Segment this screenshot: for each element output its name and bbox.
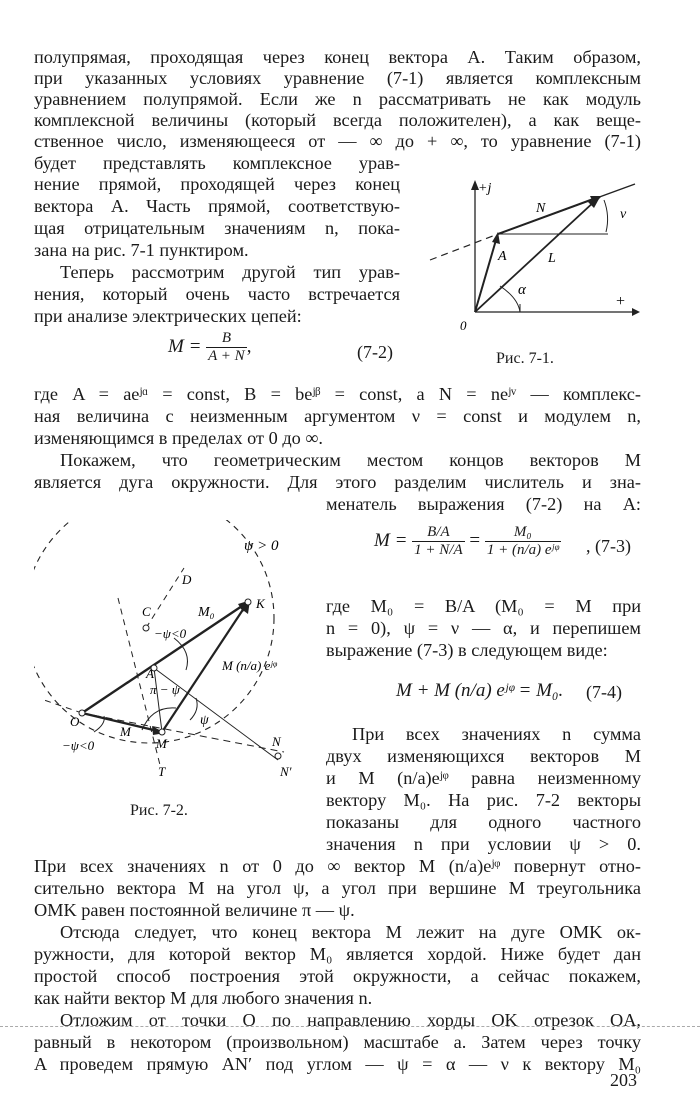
eq-tail: , <box>246 335 252 357</box>
equation-7-4: M + M (n/a) eʲᵠ = M₀. <box>396 680 564 701</box>
equation-7-3 <box>374 524 561 559</box>
eq-fraction <box>485 524 561 559</box>
text-line: При всех значениях n сумма <box>352 724 641 744</box>
text-line: двух изменяющихся векторов M <box>326 746 641 766</box>
label-k: K <box>256 596 265 611</box>
figure-caption: Рис. 7-2. <box>130 802 188 819</box>
text-line: Отсюда следует, что конец вектора M лежит на дуге OMK ок- <box>60 922 641 942</box>
label-c: C <box>142 604 151 619</box>
label-m0: M₀ <box>198 605 215 620</box>
label-n: N <box>272 734 281 749</box>
point-c <box>143 625 149 631</box>
label-d: D <box>182 572 192 587</box>
eq-numerator: B/A <box>412 524 464 542</box>
text-line: n = 0), ψ = ν — α, и перепишем <box>326 618 641 638</box>
label-n: N <box>536 201 546 216</box>
text-line: нения, который очень часто встречается <box>34 284 400 304</box>
vector-n <box>498 198 596 234</box>
text-line: комплексной величины (который всегда положителен), а как веще- <box>34 110 641 130</box>
label-j: +j <box>478 181 492 196</box>
alpha-arc <box>500 286 520 312</box>
figure-7-2 <box>34 520 324 805</box>
text-line: изменяющимся в пределах от 0 до ∞. <box>34 428 323 448</box>
text-line: является дуга окружности. Для этого разделим числитель и зна- <box>34 472 641 492</box>
page-number: 203 <box>610 1070 637 1090</box>
vector-l <box>475 200 596 312</box>
text-line: При всех значениях n от 0 до ∞ вектор M (n/a)eʲᵠ повернут отно- <box>34 856 641 876</box>
label-nprime: N′ <box>280 764 292 779</box>
eq-denominator: 1 + (n/a) eʲᵠ <box>486 542 559 558</box>
label-a: A <box>146 666 154 681</box>
text-line: менатель выражения (7-2) на A: <box>326 494 641 514</box>
label-plus: + <box>616 293 626 310</box>
scan-artifact-rule <box>0 1026 700 1027</box>
point-o <box>79 710 85 716</box>
text-line: ная величина с неизменным аргументом ν = const и модулем n, <box>34 406 641 426</box>
text-line: уравнением полупрямой. Если же n рассматривать не как модуль <box>34 89 641 109</box>
text-line: полупрямая, проходящая через конец вектора A. Таким образом, <box>34 47 641 67</box>
line-am <box>154 668 162 732</box>
psi-small-arc <box>190 698 197 720</box>
label-o: O <box>70 714 80 729</box>
text-line: ружности, для которой вектор M₀ является хордой. Ниже будет дан <box>34 944 641 964</box>
eq-lhs: M = <box>374 529 408 551</box>
label-alpha: α <box>518 282 526 298</box>
label-l: L <box>548 251 556 266</box>
text-line: равный в некотором (произвольном) масштабе a. Затем через точку <box>34 1032 641 1052</box>
point-k <box>245 599 251 605</box>
text-line: будет представлять комплексное урав- <box>34 153 400 173</box>
label-pi-psi: π − ψ <box>150 682 180 697</box>
equation-7-2 <box>168 330 251 365</box>
line-dashed <box>430 234 498 260</box>
text-line: сительно вектора M на угол ψ, а угол при вершине M треугольника <box>34 878 641 898</box>
equation-number: (7-2) <box>357 342 393 362</box>
equation-number: (7-4) <box>586 682 622 702</box>
eq-equals: = <box>469 529 481 551</box>
eq-numerator: M₀ <box>485 524 561 542</box>
label-m-small: M <box>120 724 131 739</box>
label-neg-psi-bottom: −ψ<0 <box>62 738 95 753</box>
label-psi-pos: ψ > 0 <box>244 538 279 554</box>
label-neg-psi: −ψ<0 <box>154 626 187 641</box>
label-a: A <box>498 249 507 264</box>
text-line: вектора A. Часть прямой, соответствую- <box>34 196 400 216</box>
label-psi: ψ <box>200 713 209 728</box>
text-line: при анализе электрических цепей: <box>34 306 302 326</box>
label-m: M <box>156 736 167 751</box>
text-line: Покажем, что геометрическим местом концов векторов M <box>60 450 641 470</box>
text-line: и M (n/a)eʲᵠ равна неизменному <box>326 768 641 788</box>
text-line: щая отрицательным значениям n, пока- <box>34 218 400 238</box>
line-on <box>82 713 284 752</box>
eq-numerator: B <box>206 330 247 348</box>
text-line: значения n при условии ψ > 0. <box>326 834 641 854</box>
text-line: зана на рис. 7-1 пунктиром. <box>34 240 249 260</box>
text-line: нение прямой, проходящей через конец <box>34 174 400 194</box>
text-line: показаны для одного частного <box>326 812 641 832</box>
figure-7-1 <box>420 170 650 370</box>
text-line: Теперь рассмотрим другой тип урав- <box>60 262 400 282</box>
line-ext <box>44 700 82 713</box>
text-line: OMK равен постоянной величине π — ψ. <box>34 900 355 920</box>
text-line: где A = aeʲᵅ = const, B = beʲᵝ = const, а N = neʲᵛ — комплекс- <box>34 384 641 404</box>
point-n <box>275 753 281 759</box>
eq-denominator: A + N <box>208 348 245 364</box>
text-line: как найти вектор M для любого значения n. <box>34 988 373 1008</box>
eq-fraction <box>206 330 247 365</box>
text-line: вектору M₀. На рис. 7-2 векторы <box>326 790 641 810</box>
text-line: Отложим от точки O по направлению хорды OK отрезок OA, <box>60 1010 641 1030</box>
text-line: выражение (7-3) в следующем виде: <box>326 640 608 660</box>
text-line: при указанных условиях уравнение (7-1) является комплексным <box>34 68 641 88</box>
label-mna: M (n/a) eʲᵠ <box>222 658 277 673</box>
arrow-head <box>632 308 640 316</box>
eq-fraction <box>412 524 464 559</box>
text-line: где M₀ = B/A (M₀ = M при <box>326 596 641 616</box>
figure-caption: Рис. 7-1. <box>496 350 554 367</box>
line-cd <box>146 568 184 628</box>
eq-lhs: M = <box>168 335 202 357</box>
point-m <box>159 729 165 735</box>
label-origin: 0 <box>460 318 467 333</box>
equation-number: , (7-3) <box>586 536 631 556</box>
eq-denominator: 1 + N/A <box>414 542 463 558</box>
text-line: A проведем прямую AN′ под углом — ψ = α — ν к вектору M₀ <box>34 1054 641 1074</box>
text-line: ственное число, изменяющееся от — ∞ до + ∞, то уравнение (7-1) <box>34 131 641 151</box>
label-nu: ν <box>620 207 627 222</box>
label-t: T <box>158 764 166 779</box>
nu-arc <box>604 200 608 232</box>
text-line: простой способ построения этой окружности, а сейчас покажем, <box>34 966 641 986</box>
